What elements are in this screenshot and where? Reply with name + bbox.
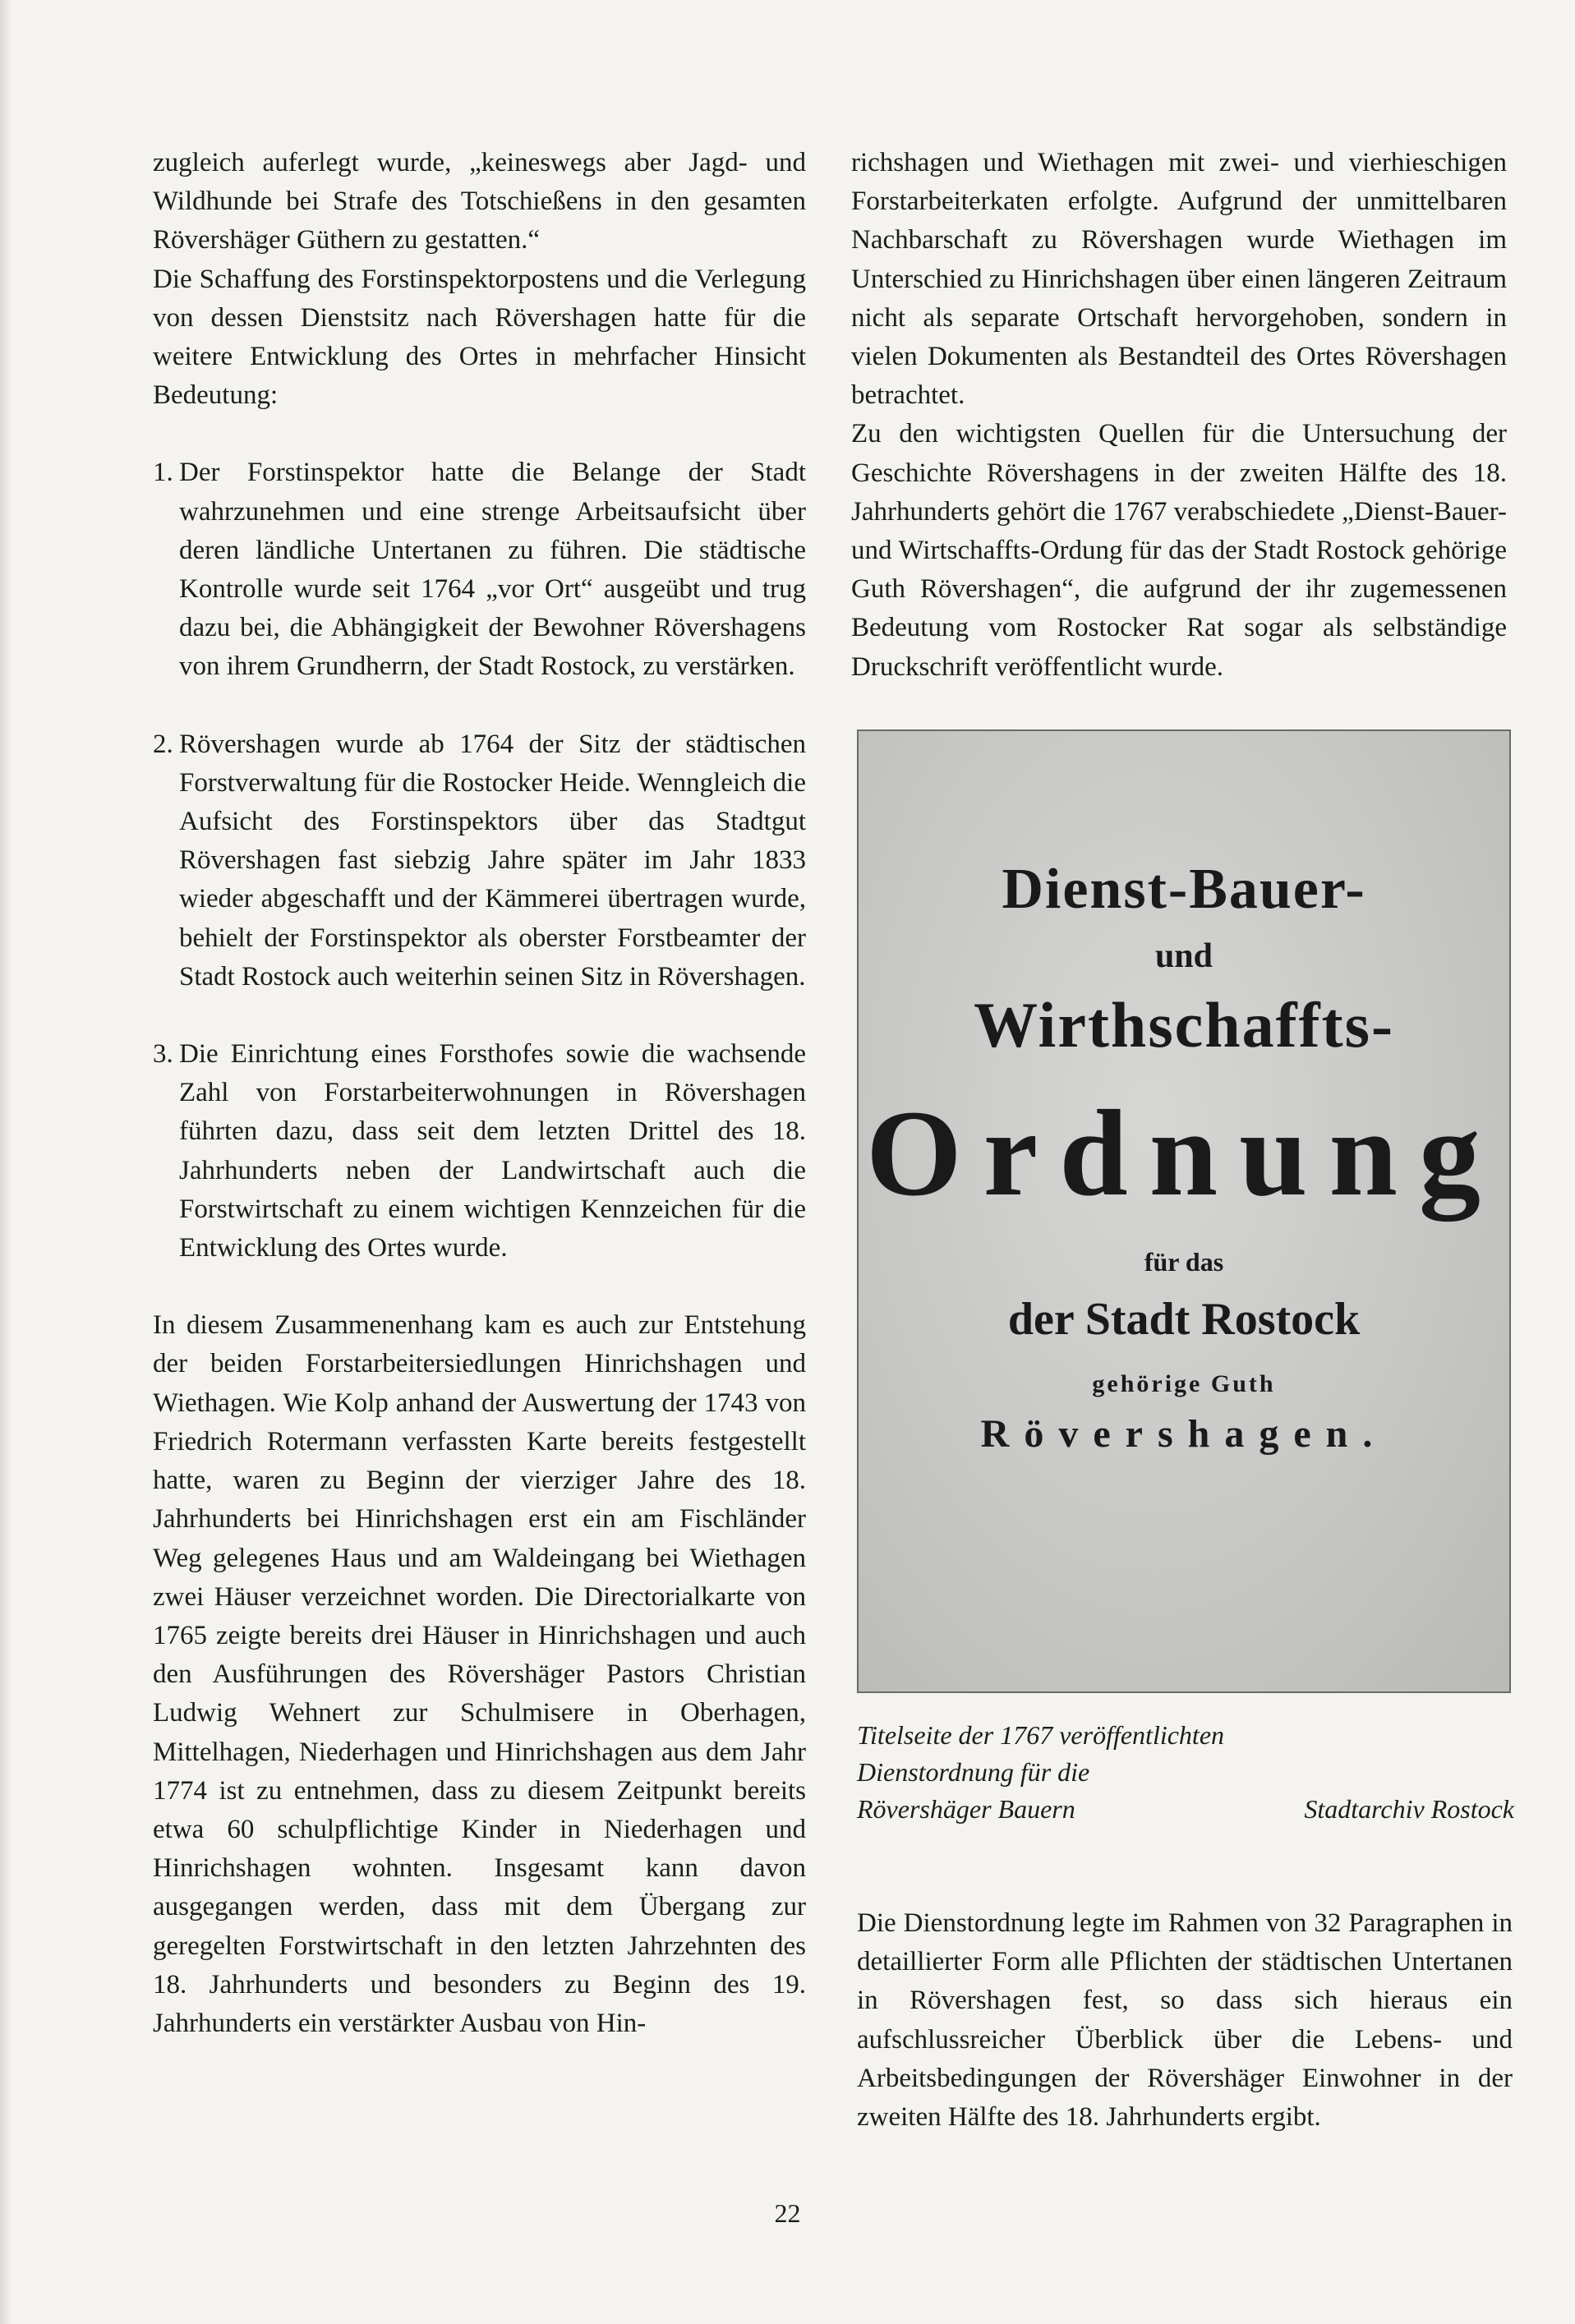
left-paragraph-3: In diesem Zusammenenhang kam es auch zur Entstehung der beiden Forstarbeitersiedlungen Hinrichshagen und Wiethagen. Wie Kolp anhand der Auswertung der 1743 von Friedrich Rotermann verfassten Karte bereits festgestellt hatte, waren zu Beginn der vierziger Jahre des 18. Jahrhunderts bei Hinrichshagen erst ein am Fischländer Weg gelegenes Haus und am Waldeingang bei Wiethagen zwei Häuser verzeichnet worden. Die Directorialkarte von 1765 zeigte bereits drei Häuser in Hinrichshagen und auch den Ausführungen des Rövershäger Pastors Christian Ludwig Wehnert zur Schulmisere in Oberhagen, Mittelhagen, Niederhagen und Hinrichshagen aus dem Jahr 1774 ist zu entnehmen, dass zu diesem Zeitpunkt bereits etwa 60 schulpflichtige Kinder in Niederhagen und Hinrichshagen wohnten. Insgesamt kann davon ausgegangen werden, dass mit dem Übergang zur geregelten Forstwirtschaft in den letzten Jahrzehnten des 18. Jahrhunderts und besonders zu Beginn des 19. Jahrhunderts ein verstärkter Ausbau von Hin- xyxy=(153,1310,806,2038)
list-item-text: Der Forstinspektor hatte die Belange der Stadt wahrzunehmen und eine strenge Arbeitsaufsicht über deren ländliche Untertanen zu führen. Die städtische Kontrolle wurde seit 1764 „vor Ort“ ausgeübt und trug dazu bei, die Abhängigkeit der Bewohner Rövershagens von ihrem Grundherrn, der Stadt Rostock, zu verstärken. xyxy=(179,458,806,682)
right-paragraph-1: richshagen und Wiethagen mit zwei- und vierhieschigen Forstarbeiterkaten erfolgte. Aufgrund der unmittelbaren Nachbarschaft zu Rövershagen wurde Wiethagen im Unterschied zu Hinrichshagen über einen längeren Zeitraum nicht als separate Ortschaft hervorgehoben, sondern in vielen Dokumenten als Bestandteil des Ortes Rövershagen betrachtet. xyxy=(851,148,1507,411)
right-paragraph-3: Die Dienstordnung legte im Rahmen von 32 Paragraphen in detaillierter Form alle Pflichten der städtischen Untertanen in Rövershagen fest, so dass sich hieraus ein aufschlussreicher Überblick über die Lebens- und Arbeitsbedingungen der Rövershäger Einwohner in der zweiten Hälfte des 18. Jahrhunderts ergibt. xyxy=(857,1908,1513,2133)
figure-caption xyxy=(857,1717,1514,1828)
figure-line-3: Wirthschaffts- xyxy=(974,989,1394,1061)
figure-line-1: Dienst-Bauer- xyxy=(1002,858,1366,921)
list-item-text: Rövershagen wurde ab 1764 der Sitz der städtischen Forstverwaltung für die Rostocker Heide. Wenngleich die Aufsicht des Forstinspektors über das Stadtgut Rövershagen fast siebzig Jahre später im Jahr 1833 wieder abgeschafft und der Kämmerei übertragen wurde, behielt der Forstinspektor als oberster Forstbeamter der Stadt Rostock auch weiterhin seinen Sitz in Rövershagen. xyxy=(179,729,806,992)
figure-line-6: der Stadt Rostock xyxy=(1007,1294,1361,1345)
figure-line-5: für das xyxy=(1144,1247,1224,1277)
list-item xyxy=(153,725,806,996)
caption-line-1: Titelseite der 1767 veröffentlichten xyxy=(857,1720,1225,1750)
caption-source: Stadtarchiv Rostock xyxy=(1304,1794,1514,1824)
left-column xyxy=(153,144,806,2043)
caption-line-3: Rövershäger Bauern xyxy=(857,1794,1075,1824)
list-item xyxy=(153,453,806,686)
title-page-figure xyxy=(857,729,1511,1693)
right-column-lower xyxy=(857,1904,1513,2137)
list-item-number: 3. xyxy=(153,1039,173,1070)
left-paragraph-1: zugleich auferlegt wurde, „keineswegs aber Jagd- und Wildhunde bei Strafe des Totschießens in den gesamten Rövershäger Güthern zu gestatten.“ xyxy=(153,148,806,255)
figure-line-8: Rövershagen. xyxy=(980,1412,1388,1456)
list-item-number: 2. xyxy=(153,729,173,759)
page-edge-shadow xyxy=(0,0,12,2324)
left-paragraph-2: Die Schaffung des Forstinspektorpostens und die Verlegung von dessen Dienstsitz nach Rövershagen hatte für die weitere Entwicklung des Ortes in mehrfacher Hinsicht Bedeutung: xyxy=(153,264,806,411)
right-column xyxy=(851,144,1507,687)
figure-line-7: gehörige Guth xyxy=(1092,1370,1276,1397)
figure-line-2: und xyxy=(1154,937,1213,975)
caption-line-2: Dienstordnung für die xyxy=(857,1757,1090,1787)
list-item xyxy=(153,1035,806,1268)
list-item-number: 1. xyxy=(153,458,173,488)
page-number: 22 xyxy=(774,2198,801,2228)
list-item-text: Die Einrichtung eines Forsthofes sowie die wachsende Zahl von Forstarbeiterwohnungen in Rövershagen führten dazu, dass seit dem letzten Drittel des 18. Jahrhunderts neben der Landwirtschaft auch die Forstwirtschaft zu einem wichtigen Kennzeichen für die Entwicklung des Ortes wurde. xyxy=(179,1039,806,1263)
right-paragraph-2: Zu den wichtigsten Quellen für die Untersuchung der Geschichte Rövershagens in der zweiten Hälfte des 18. Jahrhunderts gehört die 1767 verabschiedete „Dienst-Bauer-und Wirtschaffts-Ordung für das der Stadt Rostock gehörige Guth Rövershagen“, die aufgrund der ihr zugemessenen Bedeutung vom Rostocker Rat sogar als selbständige Druckschrift veröffentlicht wurde. xyxy=(851,419,1507,682)
figure-line-4: Ordnung xyxy=(866,1085,1502,1222)
